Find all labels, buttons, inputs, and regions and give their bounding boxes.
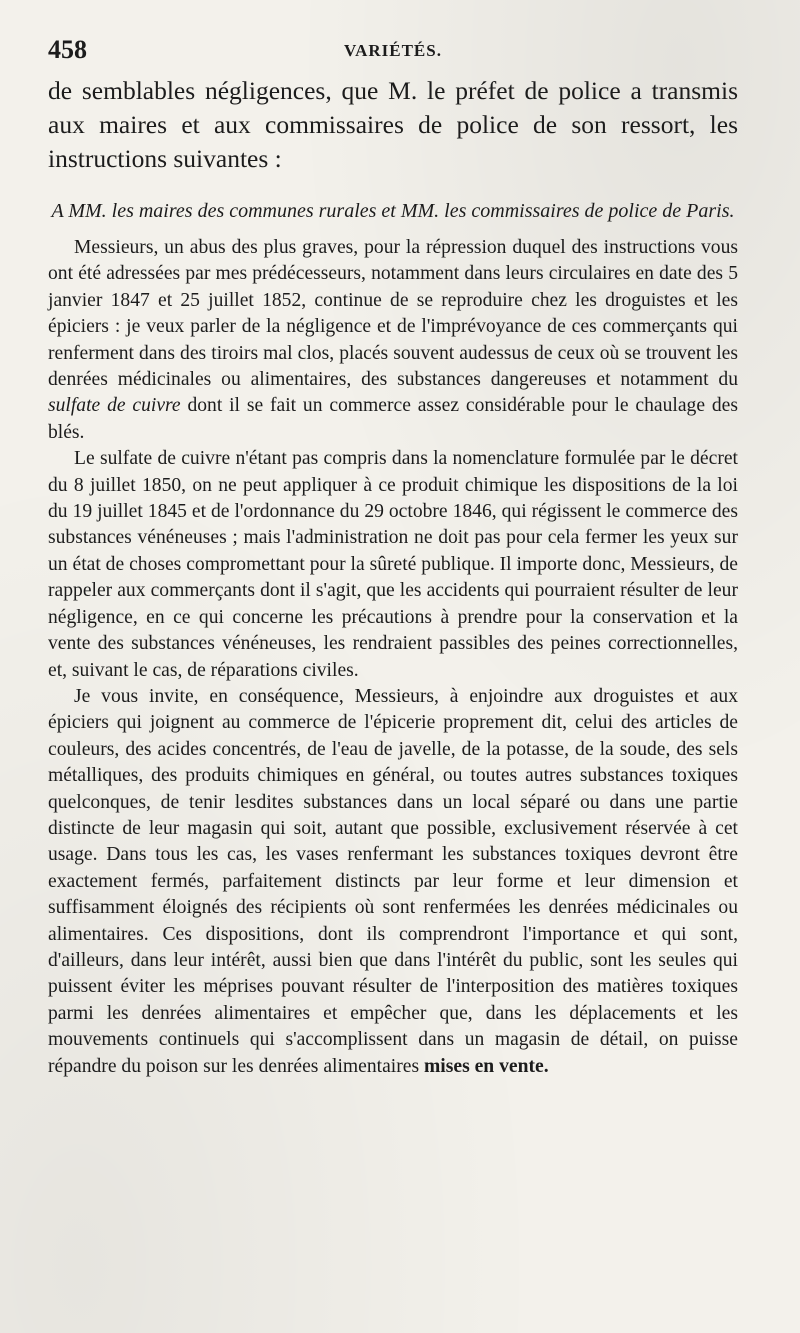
- running-head: [48, 30, 738, 70]
- paragraph-1-emphasis: sulfate de cuivre: [48, 395, 181, 417]
- paragraph-3: [48, 684, 738, 1080]
- paragraph-2: Le sulfate de cuivre n'étant pas compris dans la nomenclature formulée par le décret du 8 juillet 1850, on ne peut appliquer à ce produit chimique les dispositions de la loi du 19 juillet 1845 et de l'ordonnance du 29 octobre 1846, qui régissent le commerce des substances vénéneuses ; mais l'administration ne doit pas pour cela fermer les yeux sur un état de choses compromettant pour la sûreté publique. Il importe donc, Messieurs, de rappeler aux commerçants dont il s'agit, que les accidents qui pourraient résulter de leur négligence, en ce qui concerne les précautions à prendre pour la conservation et la vente des substances vénéneuses, les rendraient passibles des peines correctionnelles, et, suivant le cas, de réparations civiles.: [48, 448, 738, 681]
- address-line: A MM. les maires des communes rurales et MM. les commissaires de police de Paris.: [51, 200, 735, 222]
- paragraph-1-text-end: dont il se fait un commerce assez considérable pour le chaulage des blés.: [48, 395, 738, 443]
- paragraph-3-text: Je vous invite, en conséquence, Messieurs, à enjoindre aux droguistes et aux épiciers qui joignent au commerce de l'épicerie proprement dit, celui des articles de couleurs, des acides concentrés, de l'eau de javelle, de la potasse, de la soude, des sels métalliques, des produits chimiques en général, ou toutes autres substances toxiques quelconques, de tenir lesdites substances dans un local séparé ou dans une partie distincte de leur magasin qui soit, autant que possible, exclusivement réservée à cet usage. Dans tous les cas, les vases renfermant les substances toxiques devront être exactement fermés, parfaitement distincts par leur forme et leur dimension et suffisamment éloignés des récipients où sont renfermées les denrées médicinales ou alimentaires. Ces dispositions, dont ils comprendront l'importance et qui sont, d'ailleurs, dans leur intérêt, aussi bien que dans l'intérêt du public, sont les seules qui puissent éviter les méprises pouvant résulter de l'interposition des matières toxiques parmi les denrées alimentaires et empêcher que, dans les déplacements et les mouvements continuels qui s'accomplissent dans un magasin de détail, on puisse répandre du poison sur les denrées alimentaires: [48, 685, 738, 1077]
- paragraph-1-text: Messieurs, un abus des plus graves, pour la répression duquel des instructions vous ont été adressées par mes prédécesseurs, notamment dans leurs circulaires en date des 5 janvier 1847 et 25 juillet 1852, continue de se reproduire chez les droguistes et les épiciers : je veux parler de la négligence et de l'imprévoyance de ces commerçants qui renferment dans des tiroirs mal clos, placés souvent audessus de ceux où se trouvent les denrées médicinales ou alimentaires, des substances dangereuses et notamment du: [48, 237, 738, 391]
- paragraph-3-closing: mises en vente.: [423, 1055, 549, 1077]
- page-number: 458: [48, 35, 87, 64]
- paragraph-1: [48, 235, 738, 446]
- running-title: VARIÉTÉS.: [344, 41, 442, 60]
- intro-paragraph: de semblables négligences, que M. le préfet de police a transmis aux maires et aux commissaires de police de son ressort, les instructions suivantes :: [48, 76, 738, 173]
